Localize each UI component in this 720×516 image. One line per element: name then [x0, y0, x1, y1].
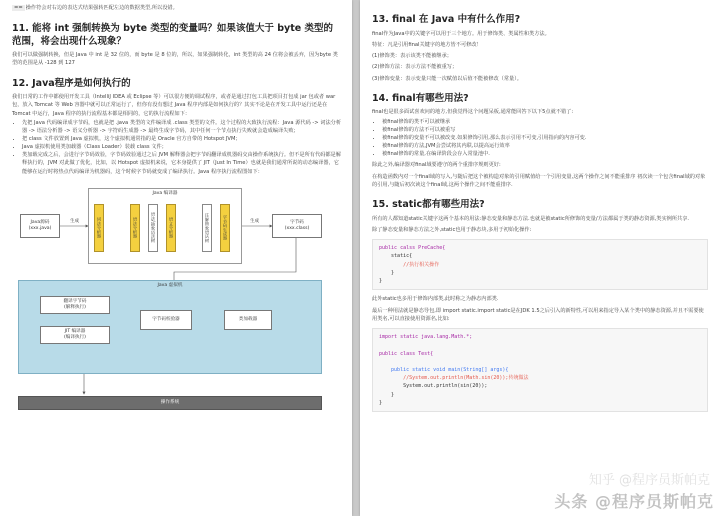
q13-title: 13. final 在 Java 中有什么作用? [372, 14, 521, 25]
gen-label-1: 生成 [70, 218, 79, 224]
code-line: public static void main(String[] args){ [379, 366, 509, 373]
q14-title: 14. final有哪些用法? [372, 92, 469, 104]
lexer-box: 词法分析器 [94, 204, 104, 252]
q12-bullet: • 把 class 文件放置到 Java 虚拟机，这个虚拟机通常指的是 Oracle 官方自带的 Hotspot JVM； [22, 135, 342, 143]
compiler-frame: Java 编译器 [88, 188, 242, 264]
code-line: //System.out.println(Math.sin(20));传统做法 [379, 375, 529, 382]
q14-rules-detail: 在构造函数内对一个final域的写入,与随后把这个被构造对象的引用赋值给一个引用变量,这两个操作之间不能重排序 初次读一个包含final域的对象的引用,与随后初次读这个final域,这两个操作之间不能重排序. [372, 173, 706, 188]
interpreter-box: 翻译字节码 (解释执行) [40, 296, 110, 314]
os-box: 操作系统 [18, 396, 322, 410]
semantic-box: 语义分析器 [166, 204, 176, 252]
code-line: } [379, 269, 395, 276]
parser-box: 语法分析器 [130, 204, 140, 252]
q14-bullet: • 被final修饰的变量不可以被改变.如果修饰引用,那么表示引用不可变,引用指向的内容可变. [382, 134, 708, 142]
java-execution-diagram [14, 180, 334, 412]
q12-intro: 我们日常的工作中都使用开发工具（IntelliJ IDEA 或 Eclipse 等）可以很方便的调试程序，或者是通过打包工具把项目打包成 jar 包或者 war 包，放入 Tomcat 等 Web 容器中就可以正常运行了，但你有没有想过 Java 程序内部是如何执行的？其实不论是在开发工具中运行还是在 Tomcat 中运行，Java 程序的执行流程基本都是相同的，它的执行流程如下： [12, 94, 336, 117]
class-loader-box: 类加载器 [224, 310, 272, 330]
q11-title: 11. 能将 int 强制转换为 byte 类型的变量吗？如果该值大于 byte 类型的范围，将会出现什么现象？ [12, 23, 333, 47]
q12-bullets [22, 119, 342, 176]
q14-rules: 除此之外,编译器对final域要遵守的两个重排序规则更好: [372, 162, 501, 169]
bytecode-verifier-box: 字节码校验器 [140, 310, 192, 330]
ast-box: 语法/抽象语法树 [148, 204, 158, 252]
top-note [12, 4, 342, 13]
static-block-code [372, 239, 708, 290]
q12-title: 12. Java程序是如何执行的 [12, 77, 131, 89]
q11-answer: 我们可以做强制转换，但是 Java 中 int 是 32 位的，而 byte 是 8 位的，所以，如果强制转化，int 类型的高 24 位将会被丢弃，因为byte 类型的范围是从 -128 到 127 [12, 52, 338, 67]
code-line: public class Test{ [379, 350, 434, 357]
q13-p2: 特征：凡是引用final关键字的地方皆不可修改！ [372, 41, 482, 48]
q15-p4: 最后一种用法就是静态导包,即 import static.import static是在JDK 1.5之后引入的新特性,可以用来指定导入某个类中的静态资源,并且不需要使用类名,可以直接使用资源名,比如: [372, 307, 704, 322]
q12-bullet: • Java 虚拟机使用类加载器（Class Loader）装载 class 文件； [22, 143, 342, 151]
code-line: import static java.lang.Math.*; [379, 334, 473, 341]
q15-p3: 此外static也多用于修饰内部类,此时称之为静态内部类. [372, 296, 499, 303]
jvm-frame: Java 虚拟机 [18, 280, 322, 374]
q13-item: (2)修饰方法：表示方法不能被重写； [372, 64, 458, 71]
jit-compiler-box: JIT 编译器 (编译执行) [40, 326, 110, 344]
static-import-code [372, 328, 708, 412]
q12-bullet: • 类加载完成之后，会进行字节码效验，字节码效验通过之后 JVM 解释器会把字节码翻译成机器码交由操作系统执行。但不是所有代码都是解释执行的，JVM 对此做了优化，比如，以 Hotspot 虚拟机来说，它本身提供了 JIT（Just In Time）也就是我们通常所说的动态编译器，它能够在运行时将热点代码编译为机器码，这个时候字节码就变成了编译执行。Java 程序执行流程图如下： [22, 151, 342, 175]
code-line: } [379, 278, 383, 285]
code-line: } [379, 391, 395, 398]
bytecode-box: 字节码 (xxx.class) [272, 214, 322, 238]
q14-bullet: • 被final修饰的类不可以被继承 [382, 118, 708, 126]
code-line: } [379, 399, 383, 406]
code-line: static{ [379, 253, 413, 260]
q12-bullet: • 先把 Java 代码编译成字节码，也就是把 .java 类型的文件编译成 .class 类型的文件。这个过程的大致执行流程：Java 源代码 -> 词法分析器 -> 语法分析器 -> 语义分析器 -> 字符码生成器 -> 最终生成字节码，其中任何一个节点执行失败就会造成编译失败； [22, 119, 342, 135]
q14-bullet: • 被final修饰的常量,在编译阶段会存入常量池中. [382, 150, 708, 158]
bytecode-gen-box: 字节码生成器 [220, 204, 230, 252]
q14-intro: final也是很多面试喜欢问的地方,但我觉得这个问题呆板,通常能回答下以下5点就不错了: [372, 109, 574, 116]
annotated-ast-box: 注解抽象语法树 [202, 204, 212, 252]
q14-bullets [382, 118, 708, 158]
q14-bullet: • 被final修饰的方法不可以被重写 [382, 126, 708, 134]
code-line: public calss PreCache{ [379, 245, 446, 252]
q15-p2: 除了静态变量和静态方法之外,static也用于静态块,多用于初始化操作: [372, 226, 532, 233]
q13-p1: final作为Java中的关键字可以用于三个地方。用于修饰类、类属性和类方法。 [372, 30, 550, 37]
code-line: System.out.println(sin(20)); [379, 383, 488, 390]
top-note-text: 操作符会对右边的表达式结果强转匹配左边的数据类型,所以没错。 [25, 5, 178, 11]
top-note-tag: == [14, 5, 23, 11]
code-line: //执行相关操作 [379, 261, 440, 268]
gen-label-2: 生成 [250, 218, 259, 224]
q13-item: (3)修饰变量：表示变量只能一次赋值以后值不能被修改（常量）。 [372, 75, 522, 82]
right-page [360, 0, 720, 516]
java-source-box: Java源码 (xxx.java) [20, 214, 60, 238]
q13-item: (1)修饰类：表示该类不能被继承； [372, 53, 452, 60]
q15-title: 15. static都有哪些用法? [372, 199, 485, 211]
watermark-zhihu: 知乎 @程序员斯帕克 [588, 473, 710, 488]
left-page [0, 0, 352, 516]
q15-p1: 所有的人都知道static关键字这两个基本的用法:静态变量和静态方法.也就是被static所修饰的变量/方法都属于类的静态资源,类实例所共享. [372, 215, 690, 222]
q14-bullet: • 被final修饰的方法,JVM会尝试将其内联,以提高运行效率 [382, 142, 708, 150]
watermark-toutiao: 头条 @程序员斯帕克 [554, 492, 714, 511]
